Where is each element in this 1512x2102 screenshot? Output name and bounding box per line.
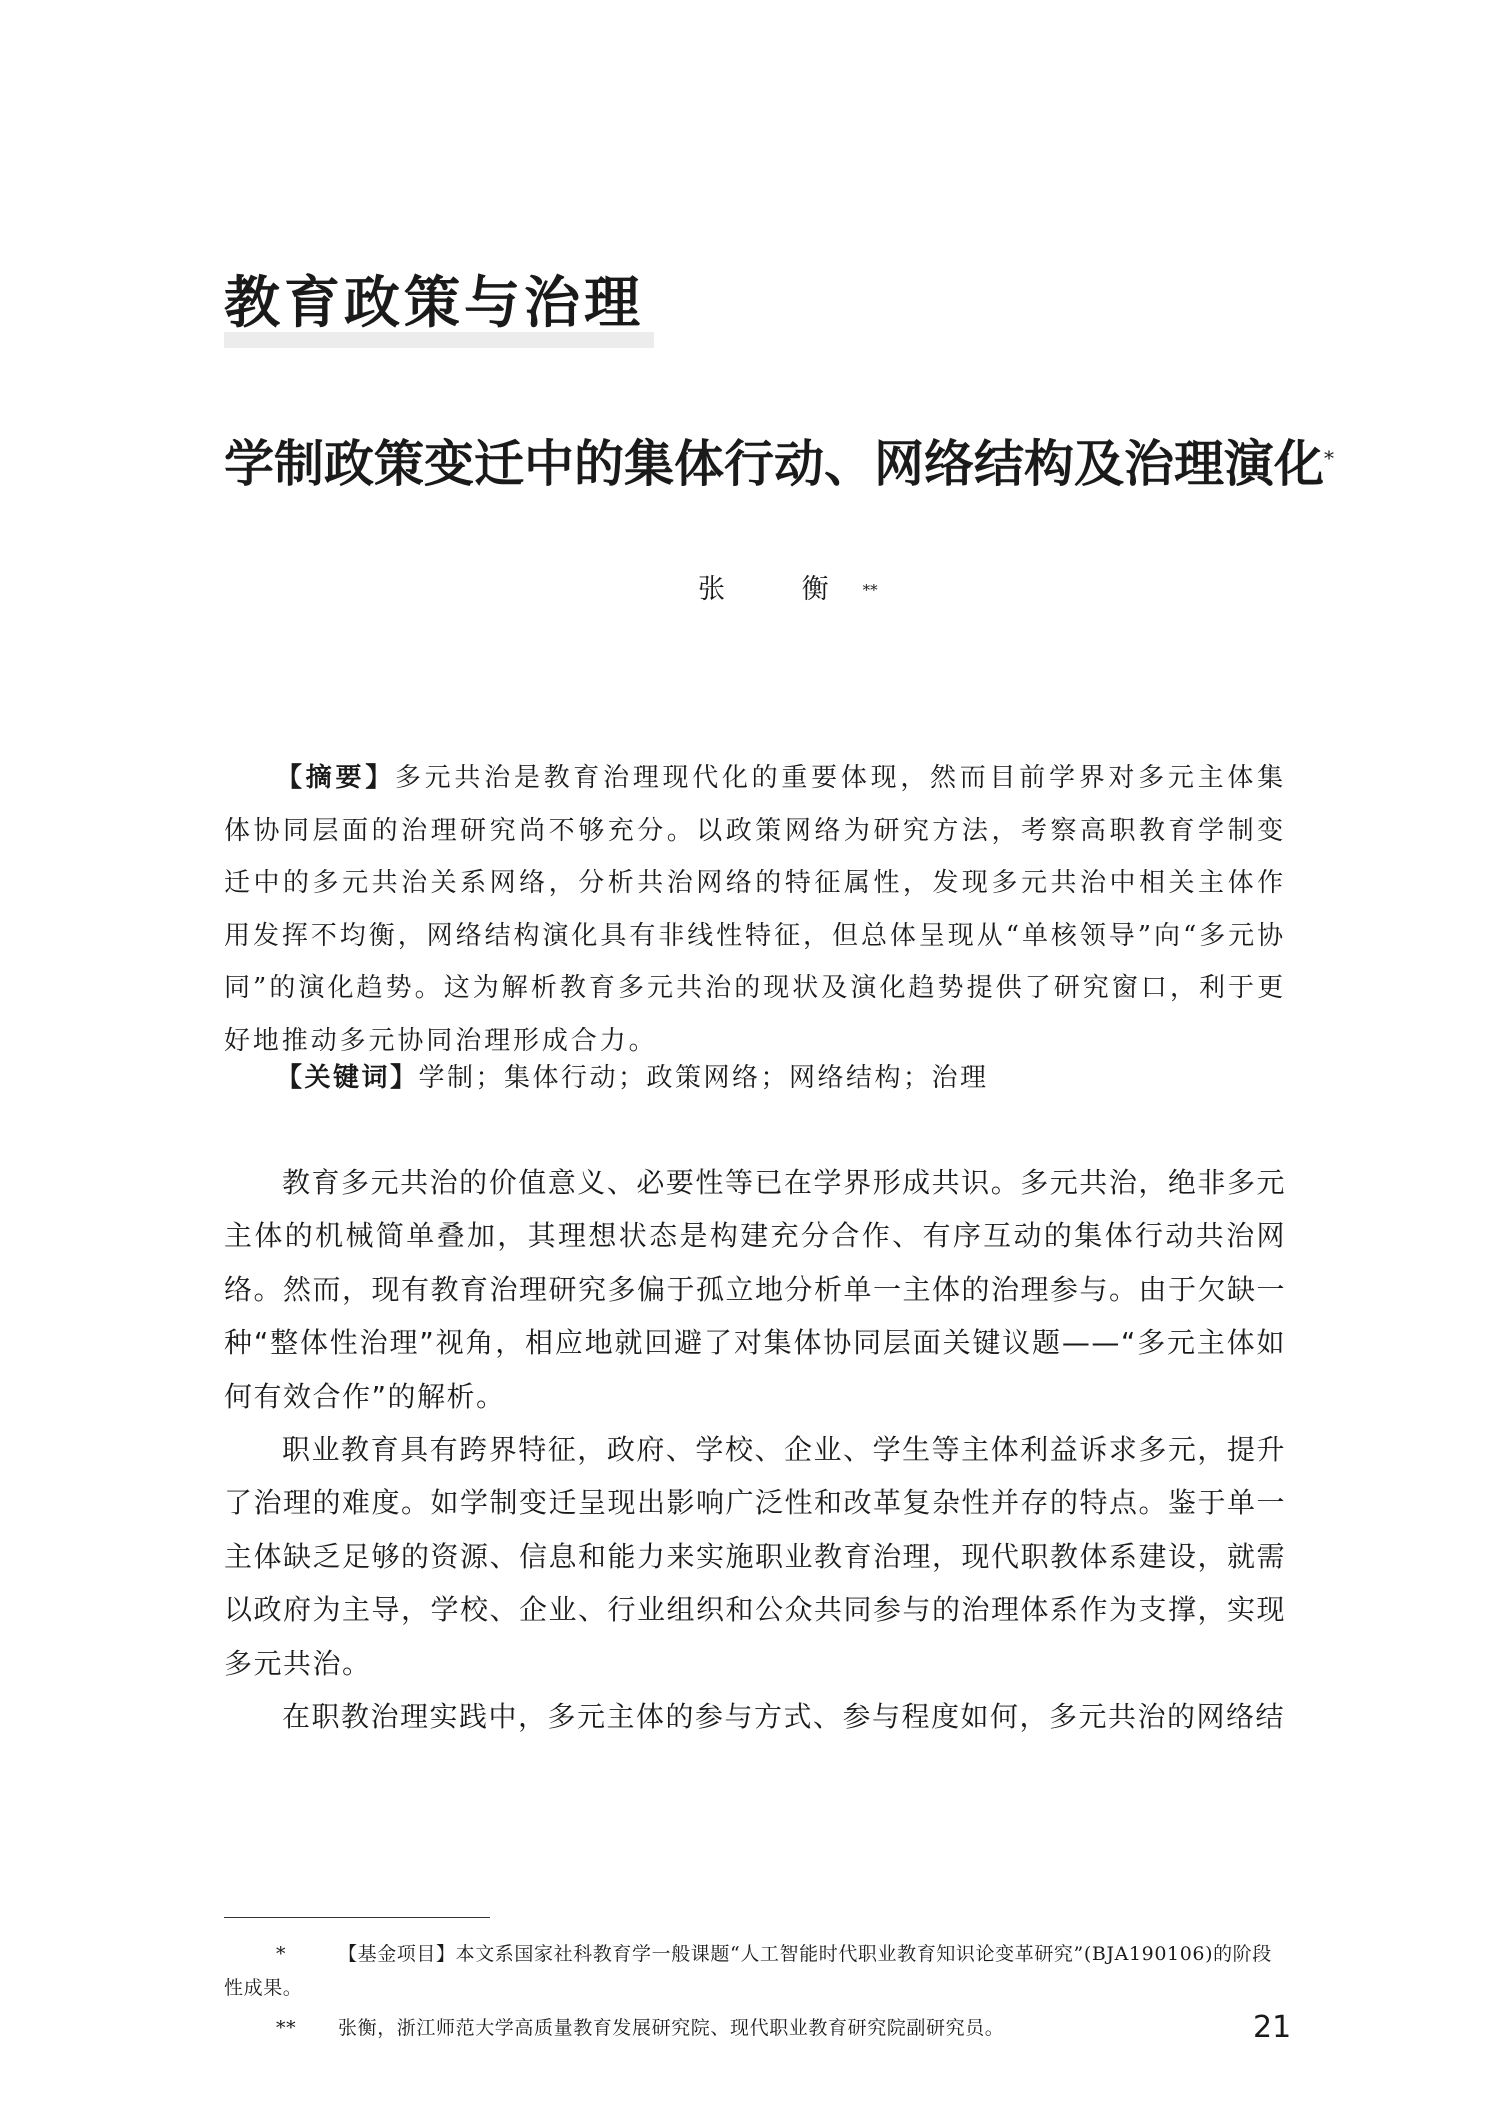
keywords [276,1052,1286,1104]
article-title [224,432,1334,496]
footnote-divider [224,1917,490,1918]
footnote-fund [224,1937,1286,2005]
author [698,570,878,610]
author-footnote-mark: ** [862,581,878,599]
footnote-mark: * [276,1943,287,1965]
abstract-text: 多元共治是教育治理现代化的重要体现，然而目前学界对多元主体集体协同层面的治理研究尚不够充分。以政策网络为研究方法，考察高职教育学制变迁中的多元共治关系网络，分析共治网络的特征属性，发现多元共治中相关主体作用发挥不均衡，网络结构演化具有非线性特征，但总体呈现从“单核领导”向“多元协同”的演化趋势。这为解析教育多元共治的现状及演化趋势提供了研究窗口，利于更好地推动多元协同治理形成合力。 [224,763,1286,1056]
footnote-mark: ** [276,2017,297,2039]
keywords-tag: 【关键词】 [276,1063,419,1093]
body-text [224,1156,1286,1743]
body-paragraph: 职业教育具有跨界特征，政府、学校、企业、学生等主体利益诉求多元，提升了治理的难度。如学制变迁呈现出影响广泛性和改革复杂性并存的特点。鉴于单一主体缺乏足够的资源、信息和能力来实施职业教育治理，现代职教体系建设，就需以政府为主导，学校、企业、行业组织和公众共同参与的治理体系作为支撑，实现多元共治。 [224,1433,1287,1680]
abstract [224,752,1286,1068]
page-number: 21 [1253,2010,1292,2045]
body-paragraph: 在职教治理实践中，多元主体的参与方式、参与程度如何，多元共治的网络结 [282,1700,1286,1734]
keywords-text: 学制；集体行动；政策网络；网络结构；治理 [418,1063,989,1093]
footnote-text: 【基金项目】本文系国家社科教育学一般课题“人工智能时代职业教育知识论变革研究”(BJA190106)的阶段性成果。 [224,1943,1272,1999]
author-name: 张 衡 [698,574,863,605]
footnote-text: 张衡，浙江师范大学高质量教育发展研究院、现代职业教育研究院副研究员。 [338,2017,1005,2039]
body-paragraph: 教育多元共治的价值意义、必要性等已在学界形成共识。多元共治，绝非多元主体的机械简单叠加，其理想状态是构建充分合作、有序互动的集体行动共治网络。然而，现有教育治理研究多偏于孤立地分析单一主体的治理参与。由于欠缺一种“整体性治理”视角，相应地就回避了对集体协同层面关键议题——“多元主体如何有效合作”的解析。 [224,1166,1287,1413]
article-title-text: 学制政策变迁中的集体行动、网络结构及治理演化 [224,434,1324,493]
abstract-tag: 【摘要】 [276,763,395,793]
title-footnote-mark: * [1324,446,1334,470]
footnote-author [224,2011,1286,2045]
section-title: 教育政策与治理 [224,268,654,348]
